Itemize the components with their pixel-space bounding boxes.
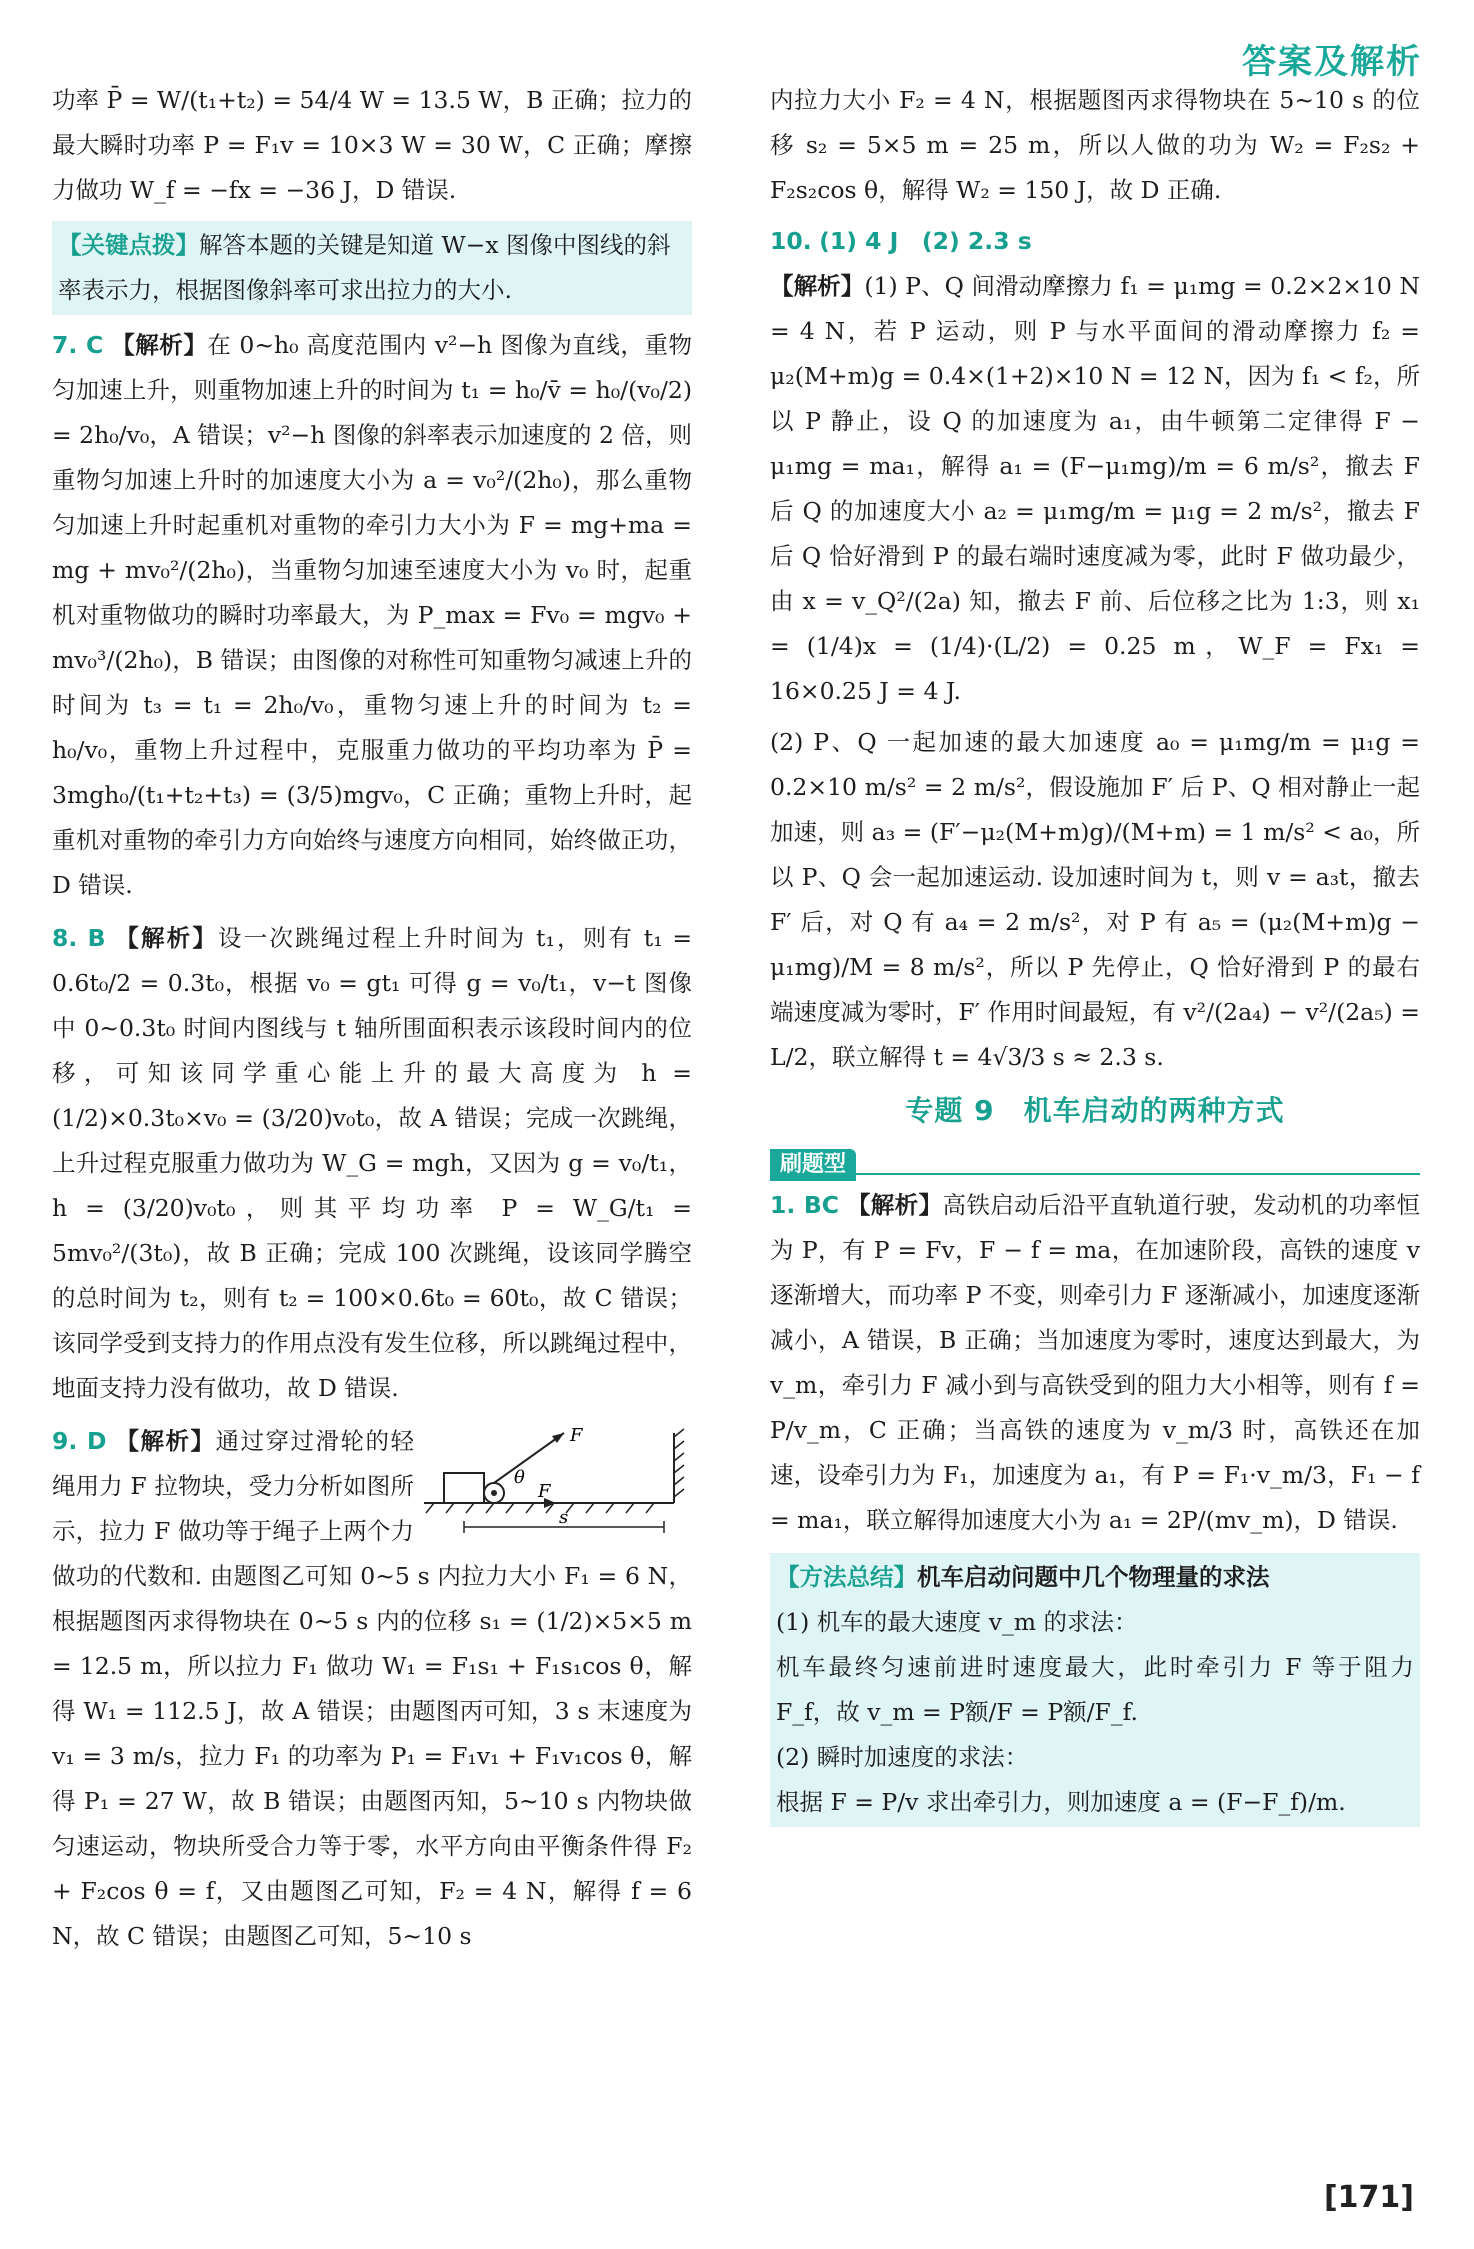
answer-7 bbox=[52, 323, 692, 908]
method-summary-box bbox=[770, 1553, 1420, 1827]
answer-1 bbox=[770, 1183, 1420, 1543]
answer-9-text: 通过穿过滑轮的轻绳用力 F 拉物块，受力分析如图所示，拉力 F 做功等于绳子上两个力做功的代数和. 由题图乙可知 0~5 s 内拉力大小 F₁ = 6 N，根据题图丙求得物块在 0~5 s 内的位移 s₁ = (1/2)×5×5 m = 12.5 m，所以拉力 F₁ 做功 W₁ = F₁s₁ + F₁s₁cos θ，解得 W₁ = 112.5 J，故 A 错误；由题图丙可知，3 s 末速度为 v₁ = 3 m/s，拉力 F₁ 的功率为 P₁ = F₁v₁ + F₁v₁cos θ，解得 P₁ = 27 W，故 B 错误；由题图丙知，5~10 s 内物块做匀速运动，物块所受合力等于零，水平方向由平衡条件得 F₂ + F₂cos θ = f，又由题图乙可知，F₂ = 4 N，解得 f = 6 N，故 C 错误；由题图乙可知，5~10 s bbox=[52, 1427, 692, 1950]
method-summary-heading bbox=[776, 1555, 1414, 1600]
answer-10-part1 bbox=[770, 264, 1420, 714]
section-bar-label: 刷题型 bbox=[770, 1149, 856, 1181]
answer-1-tag: 【解析】 bbox=[846, 1191, 943, 1219]
diagram-label-F-lower: F bbox=[538, 1481, 551, 1502]
answer-7-text: 在 0~h₀ 高度范围内 v²−h 图像为直线，重物匀加速上升，则重物加速上升的时间为 t₁ = h₀/v̄ = h₀/(v₀/2) = 2h₀/v₀，A 错误；v²−h 图像的斜率表示加速度的 2 倍，则重物匀加速上升时的加速度大小为 a = v₀²/(2h₀)，那么重物匀加速上升时起重机对重物的牵引力大小为 F = mg+ma = mg + mv₀²/(2h₀)，当重物匀加速至速度大小为 v₀ 时，起重机对重物做功的瞬时功率最大，为 P_max = Fv₀ = mgv₀ + mv₀³/(2h₀)，B 错误；由图像的对称性可知重物匀减速上升的时间为 t₃ = t₁ = 2h₀/v₀，重物匀速上升的时间为 t₂ = h₀/v₀，重物上升过程中，克服重力做功的平均功率为 P̄ = 3mgh₀/(t₁+t₂+t₃) = (3/5)mgv₀，C 正确；重物上升时，起重机对重物的牵引力方向始终与速度方向相同，始终做正功，D 错误. bbox=[52, 331, 692, 899]
answer-9-number: 9. D bbox=[52, 1427, 107, 1455]
answer-9-continued: 内拉力大小 F₂ = 4 N，根据题图丙求得物块在 5~10 s 的位移 s₂ = 5×5 m = 25 m，所以人做的功为 W₂ = F₂s₂ + F₂s₂cos θ，解得 W₂ = 150 J，故 D 正确. bbox=[770, 86, 1420, 204]
paragraph-continued: 功率 P̄ = W/(t₁+t₂) = 54/4 W = 13.5 W，B 正确；拉力的最大瞬时功率 P = F₁v = 10×3 W = 30 W，C 正确；摩擦力做功 W_f = −fx = −36 J，D 错误. bbox=[52, 86, 692, 204]
key-tip-text: 解答本题的关键是知道 W−x 图像中图线的斜率表示力，根据图像斜率可求出拉力的大小. bbox=[58, 231, 671, 304]
answer-1-text: 高铁启动后沿平直轨道行驶，发动机的功率恒为 P，有 P = Fv，F − f = ma，在加速阶段，高铁的速度 v 逐渐增大，而功率 P 不变，则牵引力 F 逐渐减小，加速度逐渐减小，A 错误，B 正确；当加速度为零时，速度达到最大，为 v_m，牵引力 F 减小到与高铁受到的阻力大小相等，则有 f = P/v_m，C 正确；当高铁的速度为 v_m/3 时，高铁还在加速，设牵引力为 F₁，加速度为 a₁，有 P = F₁·v_m/3，F₁ − f = ma₁，联立解得加速度大小为 a₁ = 2P/(mv_m)，D 错误. bbox=[770, 1191, 1421, 1534]
method-summary-1-text: 机车最终匀速前进时速度最大，此时牵引力 F 等于阻力 F_f，故 v_m = P额/F = P额/F_f. bbox=[776, 1653, 1414, 1726]
method-summary-2-text: 根据 F = P/v 求出牵引力，则加速度 a = (F−F_f)/m. bbox=[776, 1788, 1346, 1816]
method-summary-head: 机车启动问题中几个物理量的求法 bbox=[917, 1563, 1270, 1591]
answer-10-number: 10. bbox=[770, 227, 812, 255]
answer-8-number: 8. B bbox=[52, 924, 106, 952]
answer-7-number: 7. C bbox=[52, 331, 104, 359]
topic-heading: 专题 9 机车启动的两种方式 bbox=[905, 1094, 1285, 1127]
answer-7-tag: 【解析】 bbox=[111, 331, 208, 359]
answer-9-tag: 【解析】 bbox=[115, 1427, 216, 1455]
answer-1-number: 1. BC bbox=[770, 1191, 840, 1219]
answer-10-answer: (1) 4 J (2) 2.3 s bbox=[819, 227, 1032, 255]
method-summary-1-heading: (1) 机车的最大速度 v_m 的求法： bbox=[776, 1608, 1138, 1636]
answer-10-heading bbox=[770, 219, 1420, 264]
right-column bbox=[770, 78, 1420, 1835]
method-summary-title: 【方法总结】 bbox=[776, 1563, 917, 1591]
answer-10-tag: 【解析】 bbox=[770, 272, 865, 300]
diagram-label-s: s bbox=[559, 1507, 569, 1528]
section-bar bbox=[770, 1141, 1420, 1175]
answer-8-text: 设一次跳绳过程上升时间为 t₁，则有 t₁ = 0.6t₀/2 = 0.3t₀，根据 v₀ = gt₁ 可得 g = v₀/t₁，v−t 图像中 0~0.3t₀ 时间内图线与 t 轴所围面积表示该段时间内的位移，可知该同学重心能上升的最大高度为 h = (1/2)×0.3t₀×v₀ = (3/20)v₀t₀，故 A 错误；完成一次跳绳，上升过程克服重力做功为 W_G = mgh，又因为 g = v₀/t₁，h = (3/20)v₀t₀，则其平均功率 P = W_G/t₁ = 5mv₀²/(3t₀)，故 B 正确；完成 100 次跳绳，设该同学腾空的总时间为 t₂，则有 t₂ = 100×0.6t₀ = 60t₀，故 C 错误；该同学受到支持力的作用点没有发生位移，所以跳绳过程中，地面支持力没有做功，故 D 错误. bbox=[52, 924, 693, 1402]
key-tip-title: 【关键点拨】 bbox=[58, 231, 199, 259]
answer-9 bbox=[52, 1419, 692, 1959]
left-column bbox=[52, 78, 692, 1959]
answer-8-tag: 【解析】 bbox=[115, 924, 219, 952]
page-number: [171] bbox=[1323, 2180, 1414, 2215]
answer-10-part1-text: (1) P、Q 间滑动摩擦力 f₁ = μ₁mg = 0.2×2×10 N = 4 N，若 P 运动，则 P 与水平面间的滑动摩擦力 f₂ = μ₂(M+m)g = 0.4×(1+2)×10 N = 12 N，因为 f₁ < f₂，所以 P 静止，设 Q 的加速度为 a₁，由牛顿第二定律得 F − μ₁mg = ma₁，解得 a₁ = (F−μ₁mg)/m = 6 m/s²，撤去 F 后 Q 的加速度大小 a₂ = μ₁mg/m = μ₁g = 2 m/s²，撤去 F 后 Q 恰好滑到 P 的最右端时速度减为零，此时 F 做功最少，由 x = v_Q²/(2a) 知，撤去 F 前、后位移之比为 1:3，则 x₁ = (1/4)x = (1/4)·(L/2) = 0.25 m，W_F = Fx₁ = 16×0.25 J = 4 J. bbox=[770, 272, 1420, 705]
page-header-title: 答案及解析 bbox=[1242, 42, 1422, 82]
method-summary-2-heading: (2) 瞬时加速度的求法： bbox=[776, 1743, 1029, 1771]
diagram-label-F-upper: F bbox=[570, 1425, 583, 1446]
pulley-force-diagram bbox=[424, 1423, 692, 1541]
answer-10-part2: (2) P、Q 一起加速的最大加速度 a₀ = μ₁mg/m = μ₁g = 0.2×10 m/s² = 2 m/s²，假设施加 F′ 后 P、Q 相对静止一起加速，则 a₃ = (F′−μ₂(M+m)g)/(M+m) = 1 m/s² < a₀，所以 P、Q 会一起加速运动. 设加速时间为 t，则 v = a₃t，撤去 F′ 后，对 Q 有 a₄ = 2 m/s²，对 P 有 a₅ = (μ₂(M+m)g − μ₁mg)/M = 8 m/s²，所以 P 先停止，Q 恰好滑到 P 的最右端速度减为零时，F′ 作用时间最短，有 v²/(2a₄) − v²/(2a₅) = L/2，联立解得 t = 4√3/3 s ≈ 2.3 s. bbox=[770, 728, 1420, 1071]
key-tip-box bbox=[52, 221, 692, 315]
answer-8 bbox=[52, 916, 692, 1411]
diagram-label-theta: θ bbox=[514, 1467, 525, 1488]
